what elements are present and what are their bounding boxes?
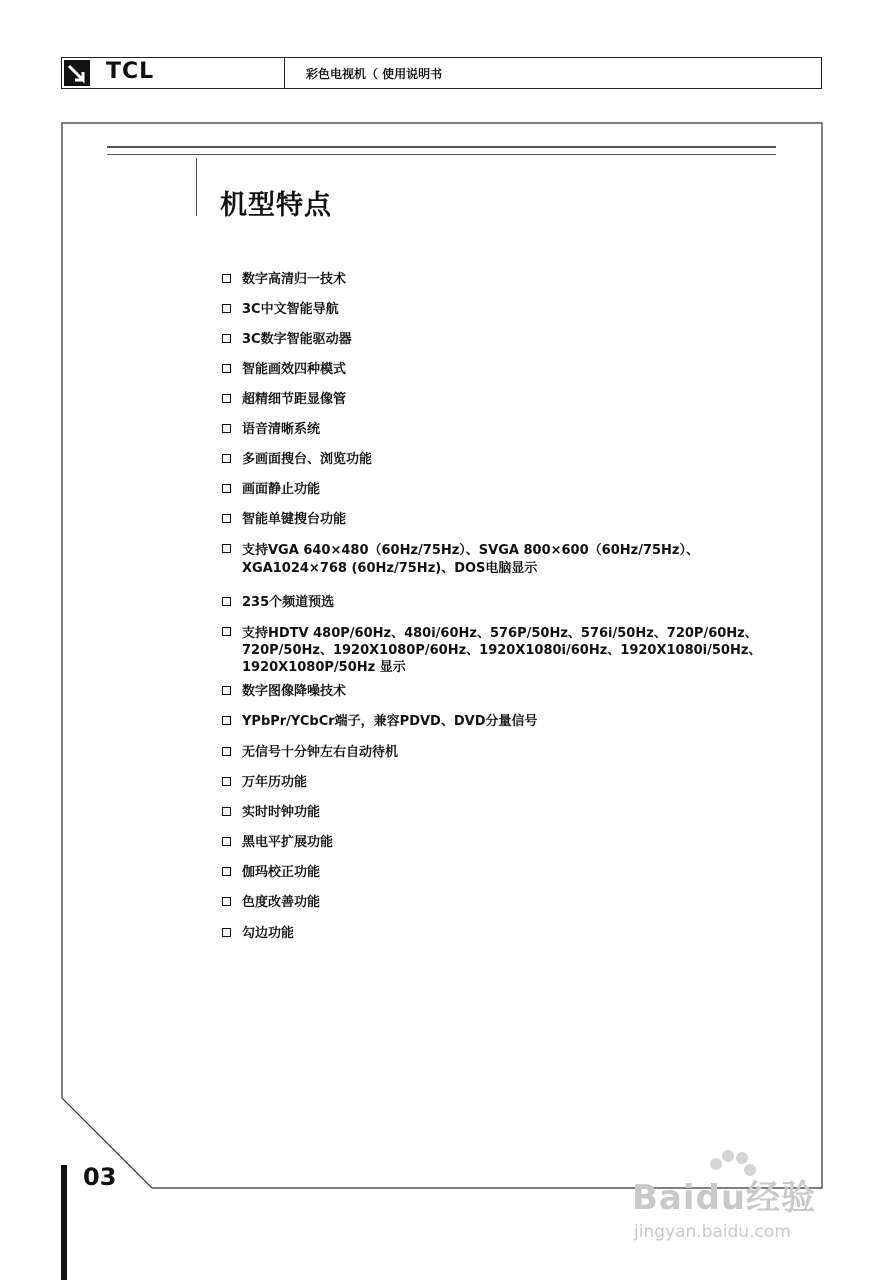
checkbox-icon: [222, 274, 231, 283]
list-item: 3C中文智能导航: [222, 302, 792, 317]
document-title: 彩色电视机（ 使用说明书: [306, 67, 443, 81]
checkbox-icon: [222, 928, 231, 937]
checkbox-icon: [222, 364, 231, 373]
checkbox-icon: [222, 837, 231, 846]
checkbox-icon: [222, 747, 231, 756]
checkbox-icon: [222, 454, 231, 463]
list-item: 235个频道预选: [222, 595, 792, 610]
list-item: YPbPr/YCbCr端子，兼容PDVD、DVD分量信号: [222, 714, 792, 729]
brand-name: TCL: [106, 59, 155, 84]
page-edge-bar: [61, 1165, 67, 1280]
list-item: 智能画效四种模式: [222, 362, 792, 377]
checkbox-icon: [222, 514, 231, 523]
list-item: 3C数字智能驱动器: [222, 332, 792, 347]
heading-divider: [196, 158, 197, 216]
list-item: 超精细节距显像管: [222, 392, 792, 407]
list-item: 支持VGA 640×480（60Hz/75Hz）、SVGA 800×600（60Hz/75Hz）、XGA1024×768 (60Hz/75Hz)、DOS电脑显示: [222, 542, 792, 578]
list-item: 无信号十分钟左右自动待机: [222, 745, 792, 760]
checkbox-icon: [222, 867, 231, 876]
heading-rule-thin: [107, 154, 776, 155]
list-item: 勾边功能: [222, 926, 792, 941]
watermark-url: jingyan.baidu.com: [634, 1222, 791, 1242]
checkbox-icon: [222, 807, 231, 816]
list-item: 色度改善功能: [222, 895, 792, 910]
list-item: 万年历功能: [222, 775, 792, 790]
checkbox-icon: [222, 597, 231, 606]
heading-rule: [107, 146, 776, 148]
list-item: 支持HDTV 480P/60Hz、480i/60Hz、576P/50Hz、576i/50Hz、720P/60Hz、720P/50Hz、1920X1080P/60Hz、1920X1080i/60Hz、1920X1080i/50Hz、1920X1080P/50Hz 显示: [222, 625, 792, 676]
checkbox-icon: [222, 686, 231, 695]
list-item: 数字图像降噪技术: [222, 684, 792, 699]
list-item: 数字高清归一技术: [222, 272, 792, 287]
page-heading: 机型特点: [220, 190, 332, 221]
checkbox-icon: [222, 627, 231, 636]
checkbox-icon: [222, 304, 231, 313]
checkbox-icon: [222, 334, 231, 343]
list-item: 实时时钟功能: [222, 805, 792, 820]
watermark-logo: Baidu经验: [632, 1178, 817, 1218]
checkbox-icon: [222, 897, 231, 906]
page-number: 03: [83, 1163, 117, 1191]
list-item: 语音清晰系统: [222, 422, 792, 437]
checkbox-icon: [222, 484, 231, 493]
checkbox-icon: [222, 424, 231, 433]
list-item: 多画面搜台、浏览功能: [222, 452, 792, 467]
checkbox-icon: [222, 777, 231, 786]
list-item: 智能单键搜台功能: [222, 512, 792, 527]
list-item: 黑电平扩展功能: [222, 835, 792, 850]
list-item: 伽玛校正功能: [222, 865, 792, 880]
checkbox-icon: [222, 394, 231, 403]
list-item: 画面静止功能: [222, 482, 792, 497]
checkbox-icon: [222, 544, 231, 553]
watermark: [632, 1148, 832, 1248]
checkbox-icon: [222, 716, 231, 725]
